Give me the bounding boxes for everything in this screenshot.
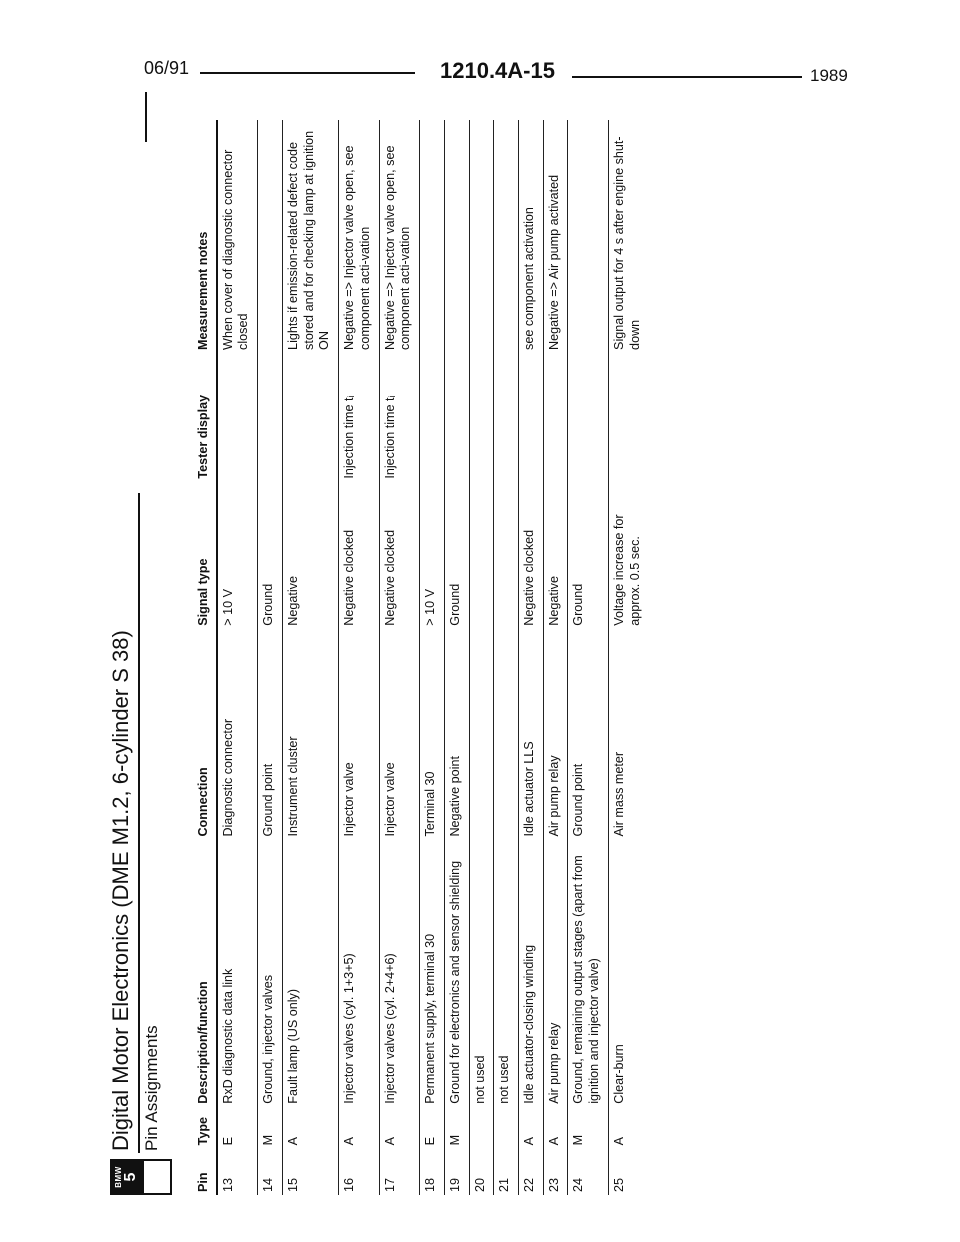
table-row — [469, 120, 494, 1195]
cell-type: E — [423, 1137, 438, 1146]
col-header-measurement-notes: Measurement notes — [196, 231, 210, 350]
cell-tester-display: Injection time tᵢ — [382, 395, 397, 479]
cell-type — [469, 1107, 494, 1149]
cell-pin: 23 — [546, 1177, 561, 1192]
cell-tester-display — [608, 353, 648, 482]
cell-type: A — [342, 1137, 357, 1146]
cell-type: A — [546, 1137, 561, 1146]
cell-tester-display — [469, 353, 494, 482]
cell-measurement-notes: see component activation — [522, 207, 537, 350]
cell-measurement-notes — [258, 120, 283, 353]
cell-signal-type: Negative — [546, 576, 561, 626]
cell-tester-display — [543, 353, 568, 482]
cell-connection: Instrument cluster — [285, 736, 300, 837]
cell-measurement-notes — [469, 120, 494, 353]
cell-type: A — [382, 1137, 397, 1146]
table-row — [543, 120, 568, 1195]
cell-signal-type: Voltage increase for approx. 0.5 sec. — [611, 514, 642, 626]
table-row — [568, 120, 608, 1195]
cell-type: M — [571, 1134, 586, 1146]
cell-tester-display — [217, 353, 258, 482]
rotated-sheet — [110, 120, 830, 1195]
table-row — [420, 120, 445, 1195]
cell-description: Fault lamp (US only) — [285, 988, 300, 1104]
cell-pin: 21 — [497, 1177, 512, 1192]
cell-type: M — [447, 1134, 462, 1146]
table-row — [444, 120, 469, 1195]
cell-signal-type: Ground — [261, 583, 276, 626]
cell-description: Injector valves (cyl. 1+3+5) — [342, 953, 357, 1104]
cell-tester-display — [494, 353, 519, 482]
cell-signal-type: Ground — [447, 583, 462, 626]
cell-pin: 15 — [285, 1177, 300, 1192]
cell-connection: Diagnostic connector — [220, 718, 235, 837]
cell-description: Idle actuator-closing winding — [522, 944, 537, 1104]
cell-connection: Air mass meter — [611, 751, 626, 837]
cell-description: Injector valves (cyl. 2+4+6) — [382, 953, 397, 1104]
cell-signal-type: > 10 V — [220, 588, 235, 626]
cell-measurement-notes — [444, 120, 469, 353]
cell-type — [494, 1107, 519, 1149]
cell-measurement-notes: Signal output for 4 s after engine shut-down — [611, 136, 642, 350]
cell-connection: Idle actuator LLS — [522, 741, 537, 837]
logo-series: 5 — [122, 1172, 139, 1182]
cell-type: M — [261, 1134, 276, 1146]
cell-type: A — [611, 1137, 626, 1146]
cell-description: RxD diagnostic data link — [220, 968, 235, 1104]
cell-measurement-notes: Negative => Air pump activated — [546, 174, 561, 350]
cell-connection: Air pump relay — [546, 755, 561, 837]
cell-pin: 25 — [611, 1177, 626, 1192]
table-body — [217, 120, 649, 1195]
cell-description: Ground for electronics and sensor shielding — [447, 860, 462, 1104]
cell-connection: Negative point — [447, 756, 462, 837]
cell-pin: 18 — [423, 1177, 438, 1192]
cell-connection: Ground point — [571, 763, 586, 837]
cell-tester-display — [282, 353, 338, 482]
cell-connection: Ground point — [261, 763, 276, 837]
col-header-type: Type — [196, 1116, 210, 1146]
table-row — [494, 120, 519, 1195]
cell-pin: 24 — [571, 1177, 586, 1192]
cell-pin: 14 — [261, 1177, 276, 1192]
table-row — [608, 120, 648, 1195]
section-subtitle: Pin Assignments — [142, 1025, 161, 1151]
table-row — [519, 120, 544, 1195]
col-header-tester-display: Tester display — [196, 394, 210, 479]
cell-description: Ground, injector valves — [261, 974, 276, 1104]
logo-empty-box — [142, 1159, 172, 1195]
cell-signal-type: Negative clocked — [522, 529, 537, 626]
logo-brand: BMW — [114, 1166, 123, 1188]
cell-connection — [494, 629, 519, 840]
cell-signal-type — [469, 482, 494, 629]
table-header-row — [194, 120, 217, 1195]
table-row — [217, 120, 258, 1195]
cell-type: E — [220, 1137, 235, 1146]
document-title: Digital Motor Electronics (DME M1.2, 6-cylinder S 38) — [108, 630, 133, 1151]
cell-measurement-notes: Lights if emission-related defect code stored and for checking lamp at ignition ON — [285, 130, 332, 350]
cell-pin: 13 — [220, 1177, 235, 1192]
cell-tester-display — [444, 353, 469, 482]
pin-assignment-table — [194, 120, 648, 1195]
cell-signal-type: Negative clocked — [382, 529, 397, 626]
title-rule — [138, 493, 140, 1153]
cell-connection: Terminal 30 — [423, 771, 438, 837]
cell-description: Permanent supply, terminal 30 — [423, 933, 438, 1104]
bmw-series-logo — [110, 1159, 144, 1195]
document-code: 1210.4A-15 — [440, 58, 555, 83]
cell-measurement-notes — [494, 120, 519, 353]
cell-measurement-notes — [568, 120, 608, 353]
page-header — [0, 0, 960, 110]
col-header-connection: Connection — [196, 767, 210, 837]
cell-signal-type: Ground — [571, 583, 586, 626]
cell-signal-type: Negative clocked — [342, 529, 357, 626]
col-header-signal-type: Signal type — [196, 558, 210, 626]
col-header-description: Description/function — [196, 981, 210, 1104]
cell-signal-type: Negative — [285, 576, 300, 626]
cell-connection: Injector valve — [382, 762, 397, 837]
cell-measurement-notes: When cover of diagnostic connector closed — [220, 149, 251, 350]
model-year: 1989 — [810, 66, 848, 85]
cell-pin: 19 — [447, 1177, 462, 1192]
cell-type: A — [285, 1137, 300, 1146]
cell-tester-display — [568, 353, 608, 482]
cell-pin: 20 — [472, 1177, 487, 1192]
cell-pin: 16 — [342, 1177, 357, 1192]
cell-description: not used — [472, 1055, 487, 1104]
title-block — [110, 120, 190, 1195]
cell-measurement-notes: Negative => Injector valve open, see component acti-vation — [342, 145, 372, 350]
cell-type: A — [522, 1137, 537, 1146]
table-row — [339, 120, 379, 1195]
cell-connection — [469, 629, 494, 840]
table-row — [379, 120, 419, 1195]
cell-measurement-notes: Negative => Injector valve open, see component acti-vation — [382, 145, 413, 350]
cell-description: Air pump relay — [546, 1022, 561, 1104]
header-rule-left — [200, 72, 415, 74]
cell-signal-type: > 10 V — [423, 588, 438, 626]
table-row — [258, 120, 283, 1195]
cell-pin: 22 — [522, 1177, 537, 1192]
cell-connection: Injector valve — [342, 762, 357, 837]
cell-description: Ground, remaining output stages (apart from ignition and injector valve) — [571, 855, 602, 1104]
cell-description: Clear-burn — [611, 1044, 626, 1104]
cell-tester-display — [420, 353, 445, 482]
cell-tester-display — [258, 353, 283, 482]
header-rule-right — [572, 76, 802, 78]
cell-pin: 17 — [382, 1177, 397, 1192]
cell-tester-display — [519, 353, 544, 482]
cell-measurement-notes — [420, 120, 445, 353]
cell-description: not used — [497, 1055, 512, 1104]
revision-date: 06/91 — [144, 58, 190, 78]
cell-tester-display: Injection time tᵢ — [342, 395, 357, 479]
table-row — [282, 120, 338, 1195]
cell-signal-type — [494, 482, 519, 629]
col-header-pin: Pin — [196, 1172, 210, 1192]
